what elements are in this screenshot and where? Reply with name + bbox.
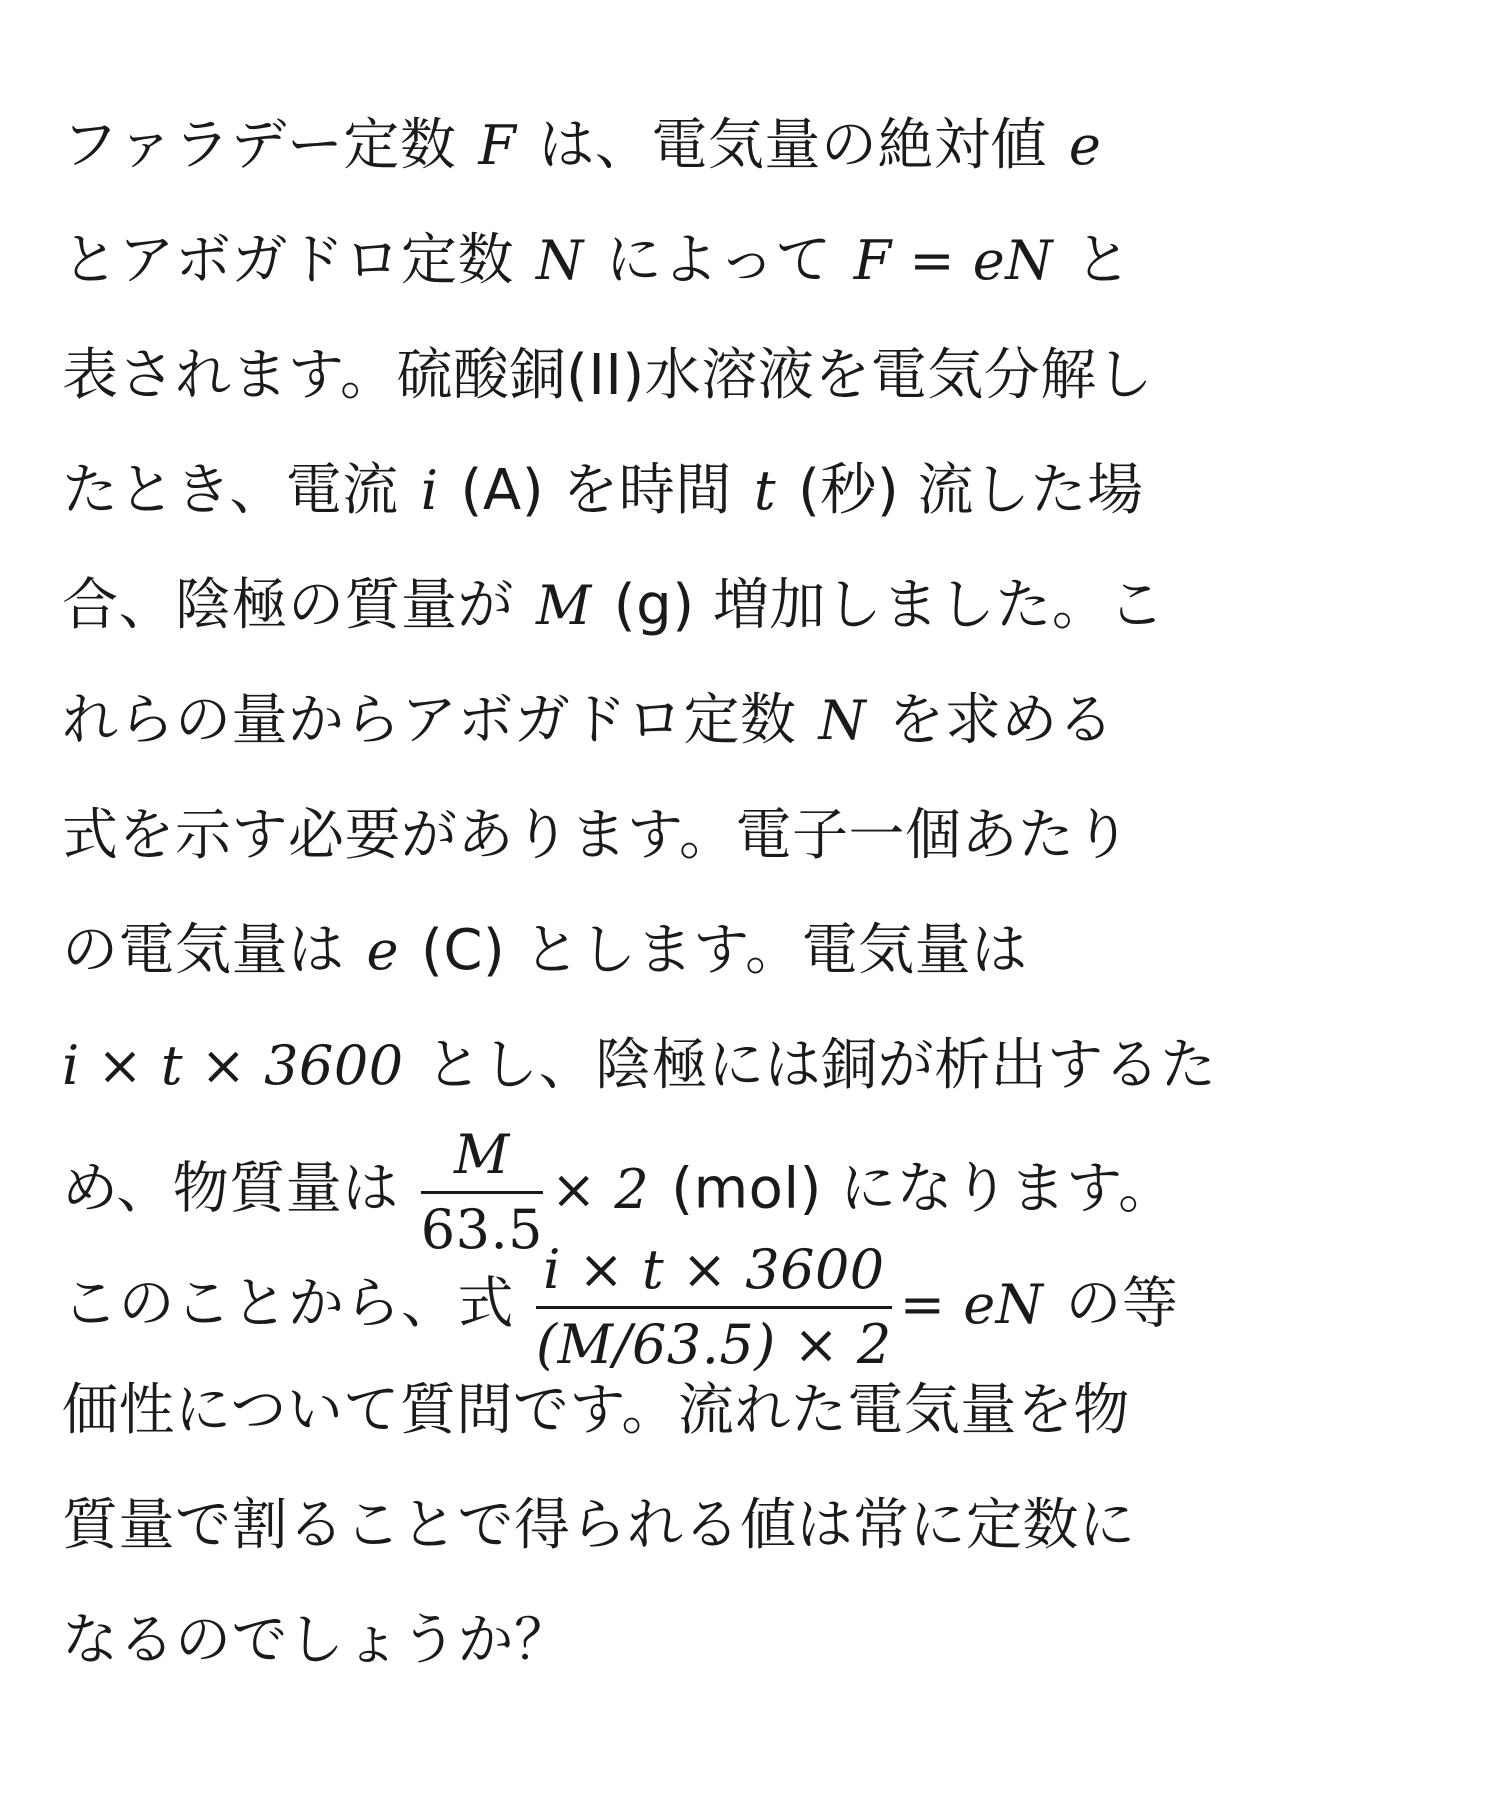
math-F-eq-eN: F = eN: [853, 229, 1054, 292]
fraction-denominator: (M/63.5) × 2: [536, 1313, 892, 1376]
text-line: [62, 778, 1442, 893]
text-segment: とアボガドロ定数: [62, 228, 514, 293]
text-segment: なるのでしょうか？: [62, 1608, 571, 1673]
text-segment: (A) を時間: [460, 458, 732, 523]
text-segment: (g) 増加しました。こ: [613, 573, 1165, 638]
math-M: M: [536, 574, 592, 637]
math-times-2: × 2: [551, 1157, 650, 1221]
text-segment: を求める: [888, 688, 1115, 753]
math-e: e: [1068, 114, 1102, 177]
text-segment: 質量で割ることで得られる値は常に定数に: [62, 1493, 1136, 1558]
math-F: F: [478, 114, 517, 177]
math-i: i: [420, 459, 439, 522]
text-line: [62, 548, 1442, 663]
math-e: e: [366, 919, 399, 982]
text-segment: (秒) 流した場: [798, 458, 1144, 523]
text-line: [62, 88, 1442, 203]
text-line: [62, 893, 1442, 1008]
text-segment: と: [1075, 228, 1132, 293]
text-segment: の電気量は: [62, 918, 345, 983]
text-segment: 表されます。硫酸銅(II)水溶液を電気分解し: [62, 343, 1154, 408]
text-line: [62, 663, 1442, 778]
text-segment: ファラデー定数: [62, 113, 457, 178]
text-line: [62, 203, 1442, 318]
text-segment: このことから、式: [62, 1271, 514, 1337]
text-segment: 価性について質問です。流れた電気量を物: [62, 1378, 1130, 1443]
text-segment: の等: [1065, 1271, 1179, 1337]
fraction-numerator: M: [421, 1123, 543, 1194]
math-N: N: [536, 229, 584, 292]
text-segment: たとき、電流: [62, 458, 399, 523]
text-line: [62, 1353, 1442, 1468]
text-segment: (mol) になります。: [671, 1156, 1175, 1222]
question-text: [62, 88, 1442, 1698]
math-N: N: [818, 689, 867, 752]
math-eq-eN: = eN: [899, 1272, 1044, 1336]
text-segment: 合、陰極の質量が: [62, 573, 514, 638]
text-line: [62, 1583, 1442, 1698]
text-line: [62, 1008, 1442, 1123]
text-segment: れらの量からアボガドロ定数: [62, 688, 797, 753]
text-segment: は、電気量の絶対値: [538, 113, 1047, 178]
text-line: [62, 1123, 1442, 1261]
fraction-numerator: i × t × 3600: [536, 1238, 892, 1309]
text-line: [62, 318, 1442, 433]
text-line: [62, 1468, 1442, 1583]
text-segment: (C) とします。電気量は: [420, 918, 1028, 983]
fraction-denominator: 63.5: [420, 1198, 543, 1261]
text-line: [62, 1238, 1442, 1376]
text-segment: 式を示す必要があります。電子一個あたり: [62, 803, 1132, 868]
text-segment: め、物質量は: [62, 1156, 399, 1222]
text-segment: によって: [605, 228, 832, 293]
text-segment: とし、陰極には銅が析出するた: [425, 1033, 1217, 1098]
text-line: [62, 433, 1442, 548]
math-t: t: [753, 459, 777, 522]
math-charge-expression: i × t × 3600: [62, 1034, 404, 1097]
